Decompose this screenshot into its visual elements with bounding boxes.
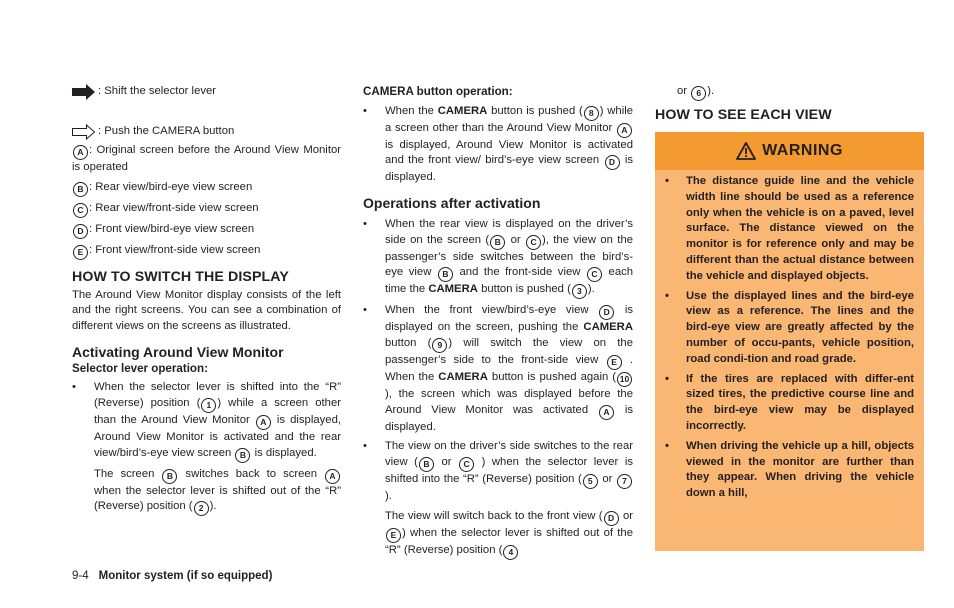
circled-label: 6 [691, 86, 706, 101]
circled-label: C [526, 235, 541, 250]
column-right [655, 84, 924, 124]
circled-label: 2 [194, 501, 209, 516]
circled-label: E [386, 528, 401, 543]
legend-item-c: C : Rear view/front-side view screen [72, 201, 341, 218]
page-number: 9-4 [72, 570, 89, 582]
warning-item: • The distance guide line and the vehicle width line should be used as a reference only when the vehicle is on a paved, level surface. The distance viewed on the monitor is for reference only and may be different than the actual distance between the vehicle and displayed objects. [665, 175, 914, 282]
column-left [72, 84, 341, 516]
circled-label: D [605, 155, 620, 170]
circled-label: B [73, 182, 88, 197]
circled-label: 1 [201, 398, 216, 413]
legend-item-b: B : Rear view/bird-eye view screen [72, 180, 341, 197]
switch-body: The Around View Monitor display consists of the left and the right screens. You can see a combination of different views on the screens as illustrated. [72, 288, 341, 333]
circled-label: C [587, 267, 602, 282]
circled-label: E [73, 245, 88, 260]
switch-heading: HOW TO SWITCH THE DISPLAY [72, 268, 289, 285]
circled-label: A [325, 469, 340, 484]
after-heading: Operations after activation [363, 194, 541, 211]
warning-item: • Use the displayed lines and the bird-eye view as a reference. The lines and the bird-eye view are greatly affected by the number of occu-pants, vehicle position, road condi-tion and road grade. [665, 289, 914, 365]
circled-label: B [235, 448, 250, 463]
warning-item: • If the tires are replaced with differ-ent sized tires, the predictive course line and the bird-eye view may be displayed incorrectly. [665, 372, 914, 432]
circled-label: D [599, 305, 614, 320]
footer-title: Monitor system (if so equipped) [98, 570, 273, 582]
camera-bullet: • When the CAMERA button is pushed ( 8 ) while a screen other than the Around View Monitor A is displayed, Around View Monitor is activated and the front view/ bird’s-eye view screen D is displayed. [363, 104, 634, 184]
circled-label: B [438, 267, 453, 282]
activating-heading: Activating Around View Monitor [72, 343, 284, 360]
circled-label: A [617, 123, 632, 138]
legend-shift: : Shift the selector lever [72, 84, 341, 100]
circled-label: 5 [583, 474, 598, 489]
warning-header [655, 132, 924, 170]
page-footer [72, 570, 272, 582]
circled-label: A [256, 415, 271, 430]
circled-label: 10 [617, 372, 632, 387]
after-bullet-2: • When the front view/bird’s-eye view D is displayed on the screen, pushing the CAMERA button ( 9 ) will switch the view on the passenger’s side to the front-side view E . When the CAMERA button is pushed again ( 10), the screen which was displayed before the Around View Monitor was activated A is displayed. [363, 304, 634, 433]
selector-bullet: • When the selector lever is shifted into the “R” (Reverse) position ( 1 ) while a screen other than the Around View Monitor A is displayed, Around View Monitor is activated and the rear view/bird’s-eye view screen B is displayed. [72, 380, 341, 462]
circled-label: C [73, 203, 88, 218]
see-heading: HOW TO SEE EACH VIEW [655, 107, 832, 123]
circled-label: C [459, 457, 474, 472]
after-bullet-3: • The view on the driver’s side switches to the rear view ( B or C ) when the selector lever is shifted into the “R” (Reverse) position ( 5 or 7 ). [363, 440, 633, 503]
column-middle [363, 84, 633, 560]
after-bullet-1: • When the rear view is displayed on the driver’s side on the screen ( B or C ), the view on the passenger’s side switches between the bird’s-eye view B and the front-side view C each time the CAMERA button is pushed ( 3 ). [363, 217, 633, 299]
selector-heading: Selector lever operation: [72, 361, 208, 375]
selector-bullet-cont: The screen B switches back to screen A when the selector lever is shifted out of the “R” (Reverse) position ( 2 ). [72, 467, 341, 517]
circled-label: B [162, 469, 177, 484]
circled-label: 3 [572, 284, 587, 299]
legend-item-e: E : Front view/front-side view screen [72, 243, 341, 260]
camera-heading: CAMERA button operation: [363, 85, 513, 98]
filled-arrow-icon [72, 84, 96, 100]
legend-push: : Push the CAMERA button [72, 124, 341, 140]
circled-label: 7 [617, 474, 632, 489]
legend-item-a: A : Original screen before the Around View Monitor is operated [72, 144, 341, 173]
legend-item-d: D : Front view/bird-eye view screen [72, 222, 341, 239]
warning-triangle-icon [736, 142, 756, 160]
outline-arrow-icon [72, 124, 96, 140]
warning-title: WARNING [762, 142, 843, 159]
after-bullet-3-cont: The view will switch back to the front view ( D or E ) when the selector lever is shifted out of the “R” (Reverse) position ( 4 [363, 509, 633, 560]
circled-label: E [607, 355, 622, 370]
warning-body [655, 170, 924, 502]
circled-label: B [490, 235, 505, 250]
circled-label: B [419, 457, 434, 472]
circled-label: 8 [584, 106, 599, 121]
circled-label: D [604, 511, 619, 526]
circled-label: 9 [432, 338, 447, 353]
warning-box [655, 132, 924, 551]
circled-label: A [73, 145, 88, 160]
warning-item: • When driving the vehicle up a hill, objects viewed in the monitor are further than they appear. When driving the vehicle down a hill, [665, 439, 914, 500]
circled-label: 4 [503, 545, 518, 560]
circled-label: A [599, 405, 614, 420]
continued-text: or 6 ). [655, 84, 924, 101]
circled-label: D [73, 224, 88, 239]
